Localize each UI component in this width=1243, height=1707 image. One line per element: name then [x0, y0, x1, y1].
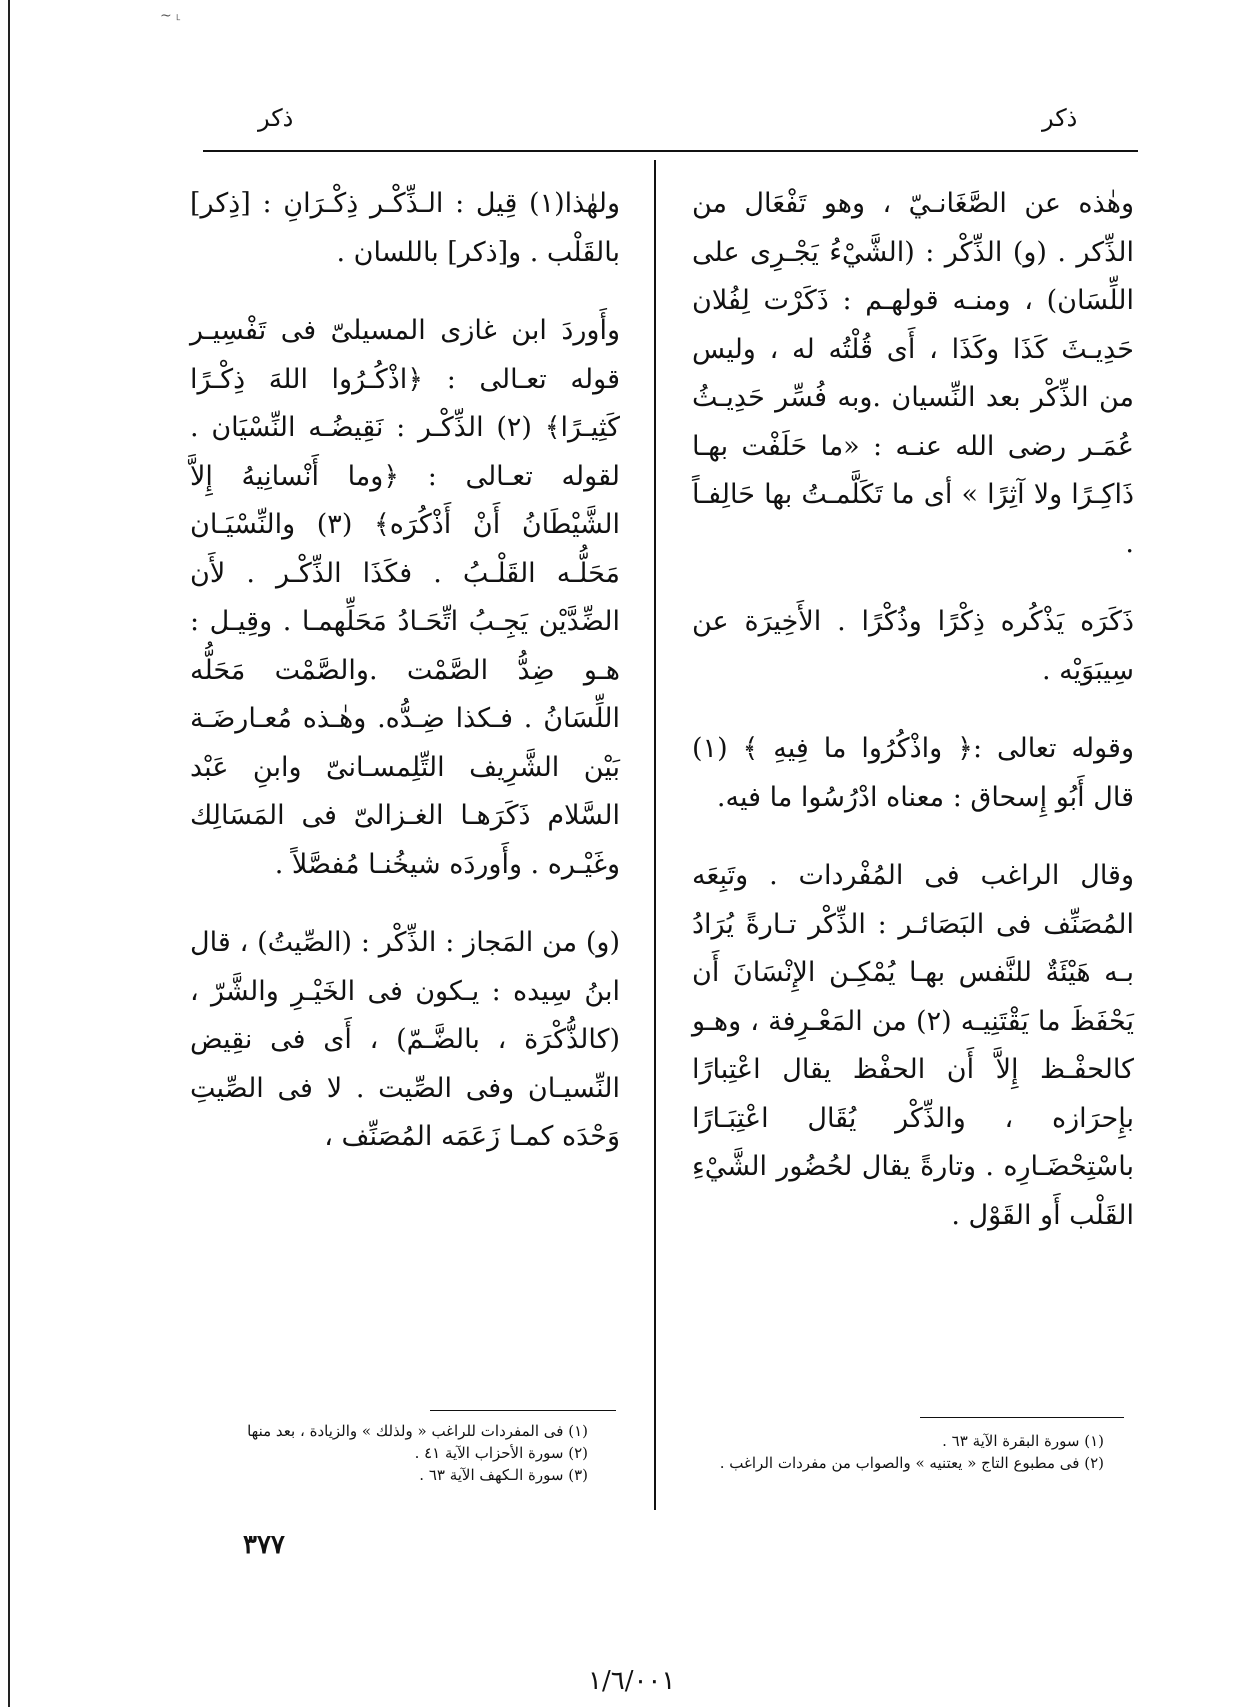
paragraph: وأَوردَ ابن غازى المسيلىّ فى تَفْسِيـر قوله تعـالى : ﴿اذْكُـرُوا اللهَ ذِكْـرًا كَثِيـرًا﴾ (٢) الذِّكْـر : نَقِيضُـه النِّسْيَان . لقوله تعـالى : ﴿وما أَنْسانِيهُ إِلاَّ الشَّيْطَانُ أَنْ أَذْكُرَه﴾ (٣) والنِّسْيَـان مَحَلُّـه القَلْـبُ . فكَذَا الذِّكْـر . لأَن الضِّدَّيْن يَجِـبُ اتِّحَـادُ مَحَلِّهمـا . وقِيـل : هـو ضِدُّ الصَّمْت .والصَّمْت مَحَلُّه اللِّسَانُ . فـكذا ضِـدُّه. وهٰـذه مُعـارضَـة بَيْن الشَّرِيف التِّلِمسـانىّ وابنِ عَبْد السَّلام ذَكَرَهـا الغـزالىّ فى المَسَالِك وغَيْـره . وأَوردَه شيخُنـا مُفصَّلاً . [190, 315, 620, 880]
footnote: (٢) سورة الأحزاب الآية ٤١ . [414, 1444, 588, 1462]
footnote-rule-left [430, 1410, 616, 1411]
paragraph: وقال الراغب فى المُفْردات . وتَبِعَه المُصَنِّف فى البَصَائـر : الذِّكْر تـارةً يُرَادُ بـه هَيْئَةٌ للنَّفس بهـا يُمْكِـن الإِنْسَانَ أَن يَحْفَظَ ما يَقْتَنِيـه (٢) من المَعْـرِفة ، وهـو كالحفْـظ إِلاَّ أَن الحفْظ يقال اعْتِبارًا بإِحرَازه ، والذِّكْر يُقَال اعْتِبَـارًا باسْتِحْضَـارِه . وتارةً يقال لحُضُور الشَّيْءِ القَلْب أَو القَوْل . [692, 860, 1134, 1231]
footnote: (١) فى المفردات للراغب « ولذلك » والزيادة ، بعد منها [247, 1422, 588, 1440]
paragraph: (و) من المَجاز : الذِّكْر : (الصِّيتُ) ، قال ابنُ سِيده : يـكون فى الخَيْـرِ والشَّرّ ، (كالذُّكْرَة ، بالضَّـمّ) ، أَى فى نقِيض النِّسيـان وفى الصِّيت . لا فى الصِّيتِ وَحْدَه كمـا زَعَمَه المُصَنِّف ، [190, 927, 620, 1152]
column-divider [654, 160, 656, 1510]
running-head-right: ذكر [1042, 104, 1078, 132]
paragraph: ولهٰذا(١) قِيل : الـذِّكْـر ذِكْـرَانِ : [ذِكر] بالقَلْب . و[ذكر] باللسان . [190, 188, 620, 268]
running-head-left: ذكر [258, 104, 294, 132]
page-edge-line [8, 0, 10, 1707]
footnote: (١) سورة البقرة الآية ٦٣ . [942, 1432, 1104, 1450]
footnote: (٣) سورة الـكهف الآية ٦٣ . [419, 1466, 588, 1484]
serial-number: ١/٦/٠٠١ [588, 1666, 676, 1696]
paragraph: وقوله تعالى :﴿ واذْكُرُوا ما فِيهِ ﴾ (١) قال أَبُو إِسحاق : معناه ادْرُسُوا ما فيه. [692, 733, 1134, 813]
right-column [692, 180, 1134, 1252]
footnotes-left [188, 1420, 588, 1486]
footnote-rule-right [920, 1417, 1124, 1418]
left-column [190, 180, 620, 1174]
page-number: ٣٧٧ [243, 1530, 285, 1560]
scan-mark: ~ ˪ [160, 8, 181, 24]
footnote: (٢) فى مطبوع التاج « يعتنيه » والصواب من مفردات الراغب . [719, 1454, 1104, 1472]
paragraph: ذَكَرَه يَذْكُره ذِكْرًا وذُكْرًا . الأَخِيرَة عن سِيبَوَيْه . [692, 606, 1134, 686]
header-rule [203, 150, 1138, 152]
footnotes-right [692, 1430, 1104, 1474]
paragraph: وهٰذه عن الصَّغَانـيّ ، وهو تَفْعَال من الذِّكر . (و) الذِّكْر : (الشَّيْءُ يَجْـرِى على اللِّسَان) ، ومنـه قولهـم : ذَكَرْت لِفُلان حَدِيـثَ كَذَا وكَذَا ، أَى قُلْتُه له ، وليس من الذِّكْر بعد النِّسيان .وبه فُسِّر حَدِيـثُ عُمَـر رضى الله عنـه : «ما حَلَفْت بهـا ذَاكِـرًا ولا آثِرًا » أى ما تَكَلَّمـتُ بها حَالِفـاً . [692, 188, 1134, 559]
